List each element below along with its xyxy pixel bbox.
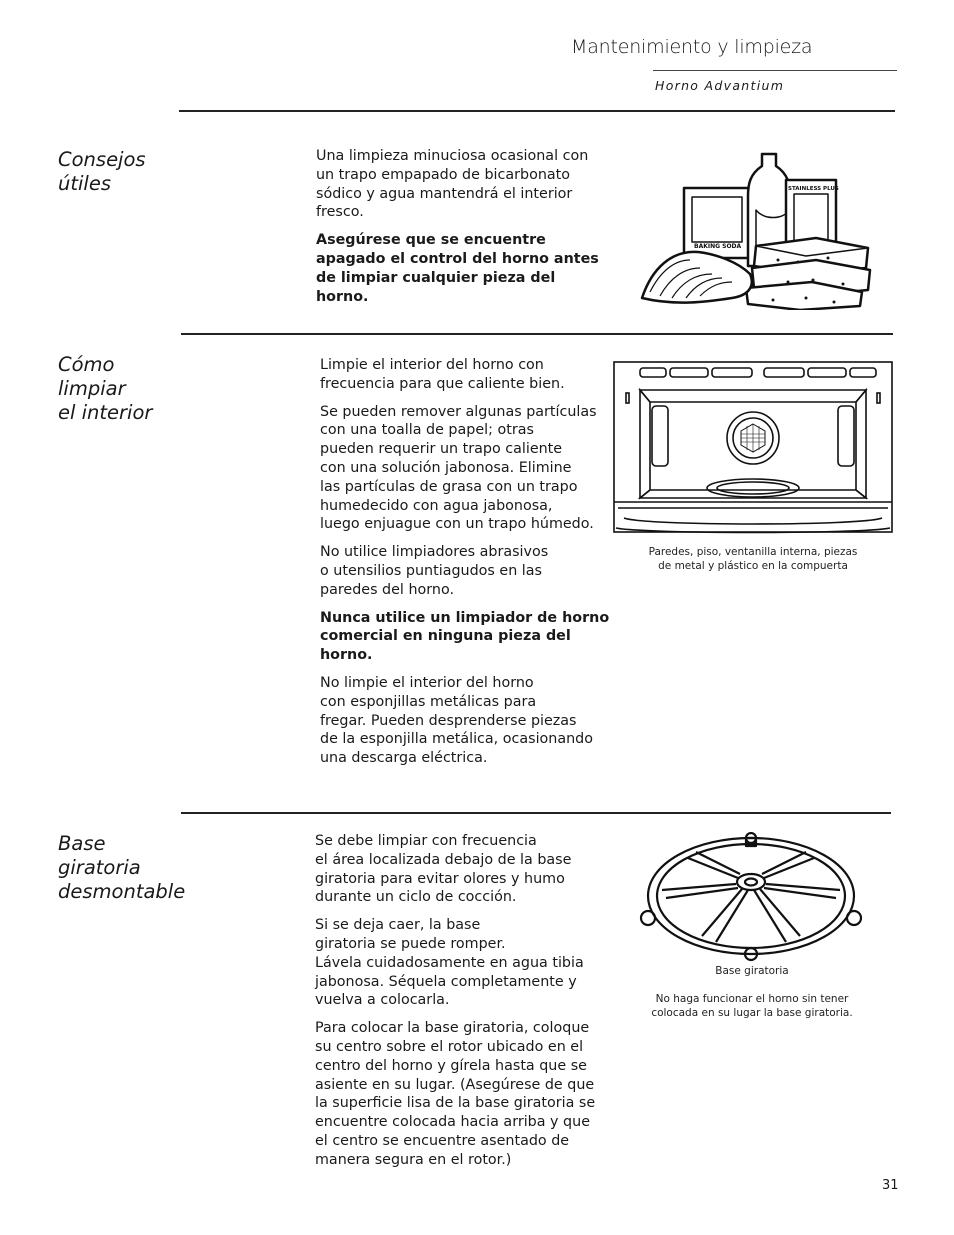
section-divider bbox=[181, 333, 893, 335]
section-body-como-limpiar bbox=[320, 356, 610, 777]
section-title-base-giratoria: Base giratoria desmontable bbox=[58, 832, 186, 903]
section-body-consejos bbox=[316, 147, 606, 315]
page-section-title: Mantenimiento y limpieza bbox=[571, 36, 813, 58]
paragraph: No limpie el interior del horno con esponjillas metálicas para fregar. Pueden desprenderse piezas de la esponjilla metálica, ocasionando una descarga eléctrica. bbox=[320, 674, 594, 767]
paragraph: Para colocar la base giratoria, coloque su centro sobre el rotor ubicado en el centro del horno y gírela hasta que se asiente en su lugar. (Asegúrese de que la superficie lisa de la base giratoria se encuentre colocada hacia arriba y que el centro se encuentre asentado de manera segura en el rotor.) bbox=[315, 1020, 596, 1168]
oven-interior-caption: Paredes, piso, ventanilla interna, piezas de metal y plástico en la compuerta bbox=[648, 546, 858, 572]
page-number: 31 bbox=[882, 1178, 899, 1193]
stainless-label: STAINLESS PLUS bbox=[788, 186, 839, 192]
warning-paragraph: Asegúrese que se encuentre apagado el control del horno antes de limpiar cualquier pieza del horno. bbox=[316, 232, 599, 305]
paragraph: Se pueden remover algunas partículas con una toalla de papel; otras pueden requerir un trapo caliente con una solución jabonosa. Elimine las partículas de grasa con un trapo humedecido con agua jabonosa, luego enjuague con un trapo húmedo. bbox=[320, 403, 597, 533]
cleaning-supplies-illustration bbox=[638, 150, 874, 310]
product-name: Horno Advantium bbox=[655, 78, 785, 93]
section-title-como-limpiar: Cómo limpiar el interior bbox=[58, 353, 153, 424]
section-title-consejos: Consejos útiles bbox=[58, 148, 146, 195]
warning-paragraph: Nunca utilice un limpiador de horno comercial en ninguna pieza del horno. bbox=[320, 609, 610, 664]
turntable-note: No haga funcionar el horno sin tener colocada en su lugar la base giratoria. bbox=[651, 993, 853, 1019]
section-divider bbox=[181, 812, 891, 814]
paragraph: Una limpieza minuciosa ocasional con un trapo empapado de bicarbonato sódico y agua mantendrá el interior fresco. bbox=[316, 148, 589, 221]
paragraph: No utilice limpiadores abrasivos o utensilios puntiagudos en las paredes del horno. bbox=[320, 544, 549, 598]
paragraph: Limpie el interior del horno con frecuencia para que caliente bien. bbox=[320, 357, 565, 392]
turntable-support-illustration bbox=[636, 832, 868, 962]
section-divider bbox=[179, 110, 895, 112]
baking-soda-label: BAKING SODA bbox=[694, 243, 742, 250]
turntable-caption: Base giratoria bbox=[715, 965, 789, 977]
paragraph: Si se deja caer, la base giratoria se puede romper. Lávela cuidadosamente en agua tibia jabonosa. Séquela completamente y vuelva a colocarla. bbox=[315, 917, 584, 1009]
paragraph: Se debe limpiar con frecuencia el área localizada debajo de la base giratoria para evitar olores y humo durante un ciclo de cocción. bbox=[315, 833, 572, 906]
section-body-base-giratoria bbox=[315, 832, 605, 1179]
oven-interior-illustration bbox=[612, 360, 894, 538]
header-divider bbox=[653, 70, 897, 71]
